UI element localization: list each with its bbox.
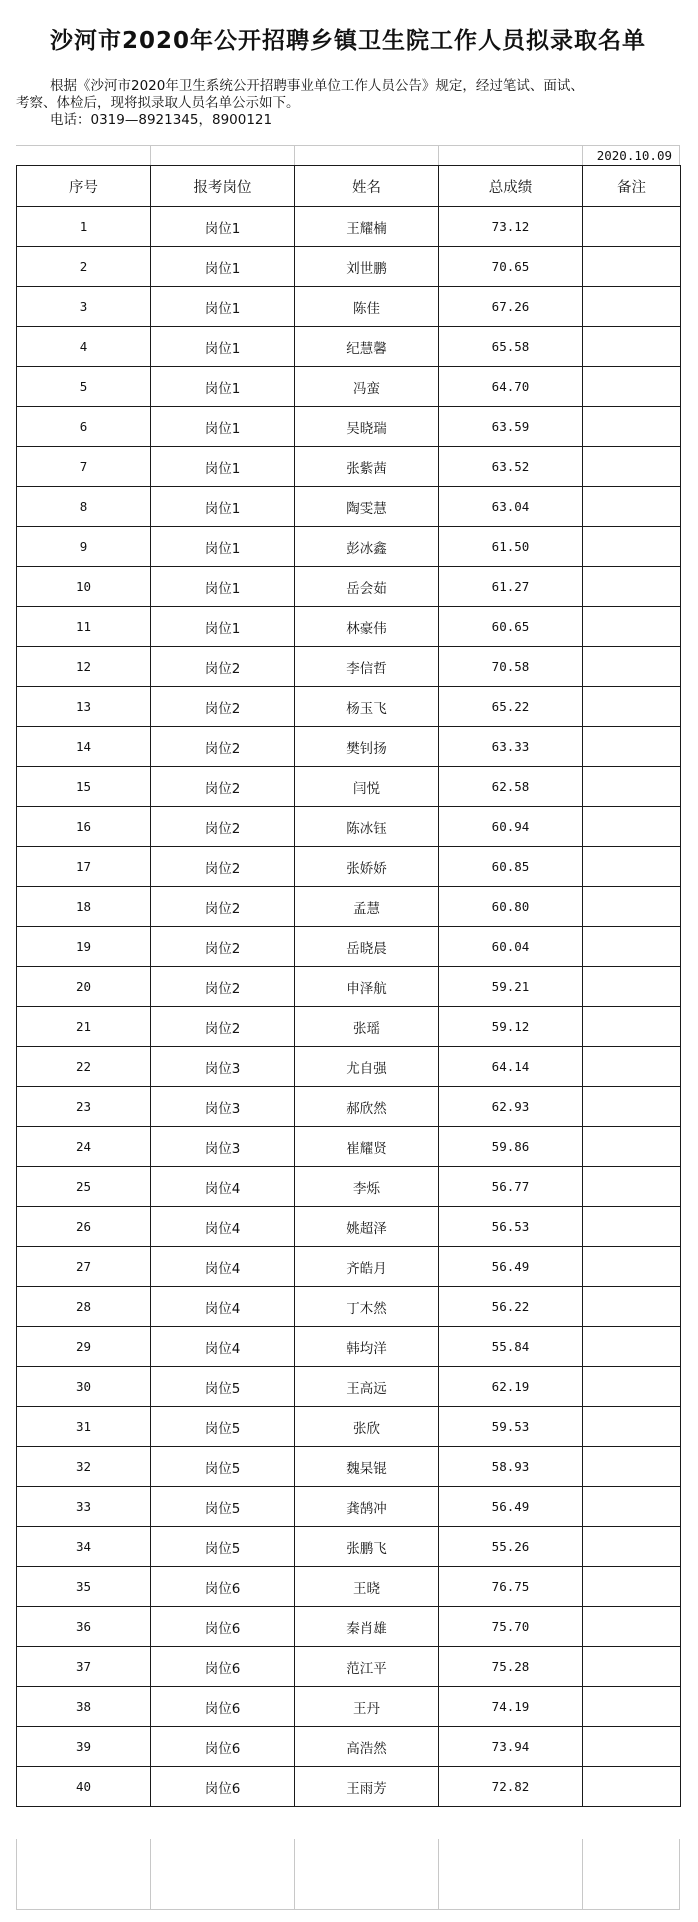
cell-score: 65.22	[439, 687, 583, 727]
cell-name: 闫悦	[295, 767, 439, 807]
cell-score: 59.86	[439, 1127, 583, 1167]
cell-name: 韩均洋	[295, 1327, 439, 1367]
cell-name: 刘世鹏	[295, 247, 439, 287]
table-row	[17, 1207, 681, 1247]
table-row	[17, 687, 681, 727]
cell-remark	[583, 887, 681, 927]
table-row	[17, 727, 681, 767]
cell-score: 60.85	[439, 847, 583, 887]
table-row	[17, 1047, 681, 1087]
cell-score: 63.33	[439, 727, 583, 767]
cell-position: 岗位2	[151, 687, 295, 727]
cell-seq: 18	[17, 887, 151, 927]
gridline	[582, 1839, 583, 1909]
cell-remark	[583, 1287, 681, 1327]
cell-name: 龚鹄冲	[295, 1487, 439, 1527]
cell-remark	[583, 1447, 681, 1487]
table-row	[17, 1367, 681, 1407]
table-row	[17, 1247, 681, 1287]
cell-score: 60.80	[439, 887, 583, 927]
cell-seq: 21	[17, 1007, 151, 1047]
table-row	[17, 1167, 681, 1207]
cell-score: 65.58	[439, 327, 583, 367]
cell-remark	[583, 247, 681, 287]
cell-score: 64.14	[439, 1047, 583, 1087]
cell-name: 郝欣然	[295, 1087, 439, 1127]
cell-position: 岗位5	[151, 1407, 295, 1447]
cell-name: 丁木然	[295, 1287, 439, 1327]
cell-seq: 24	[17, 1127, 151, 1167]
cell-remark	[583, 607, 681, 647]
cell-name: 李烁	[295, 1167, 439, 1207]
cell-position: 岗位6	[151, 1607, 295, 1647]
table-row	[17, 1287, 681, 1327]
cell-score: 59.53	[439, 1407, 583, 1447]
gridline	[582, 146, 583, 166]
cell-seq: 34	[17, 1527, 151, 1567]
cell-name: 王雨芳	[295, 1767, 439, 1807]
cell-remark	[583, 767, 681, 807]
cell-position: 岗位6	[151, 1767, 295, 1807]
table-row	[17, 567, 681, 607]
cell-name: 范江平	[295, 1647, 439, 1687]
cell-remark	[583, 1087, 681, 1127]
cell-remark	[583, 967, 681, 1007]
cell-name: 李信哲	[295, 647, 439, 687]
gridline	[150, 146, 151, 166]
cell-name: 王丹	[295, 1687, 439, 1727]
header-position: 报考岗位	[151, 166, 295, 207]
cell-name: 孟慧	[295, 887, 439, 927]
cell-seq: 10	[17, 567, 151, 607]
cell-seq: 26	[17, 1207, 151, 1247]
publish-date: 2020.10.09	[596, 148, 672, 163]
cell-name: 王高远	[295, 1367, 439, 1407]
cell-remark	[583, 287, 681, 327]
table-row	[17, 647, 681, 687]
table-row	[17, 1607, 681, 1647]
date-row	[16, 145, 680, 166]
cell-score: 61.50	[439, 527, 583, 567]
cell-position: 岗位6	[151, 1727, 295, 1767]
cell-score: 63.59	[439, 407, 583, 447]
cell-position: 岗位2	[151, 887, 295, 927]
cell-seq: 13	[17, 687, 151, 727]
table-row	[17, 807, 681, 847]
table-row	[17, 1447, 681, 1487]
cell-seq: 1	[17, 207, 151, 247]
cell-position: 岗位1	[151, 527, 295, 567]
cell-name: 申泽航	[295, 967, 439, 1007]
cell-score: 70.65	[439, 247, 583, 287]
cell-seq: 6	[17, 407, 151, 447]
cell-remark	[583, 1207, 681, 1247]
cell-seq: 2	[17, 247, 151, 287]
header-remark: 备注	[583, 166, 681, 207]
cell-position: 岗位1	[151, 607, 295, 647]
cell-score: 75.28	[439, 1647, 583, 1687]
cell-remark	[583, 447, 681, 487]
table-row	[17, 327, 681, 367]
cell-name: 尤自强	[295, 1047, 439, 1087]
table-row	[17, 967, 681, 1007]
cell-name: 张欣	[295, 1407, 439, 1447]
cell-position: 岗位2	[151, 1007, 295, 1047]
cell-seq: 5	[17, 367, 151, 407]
cell-seq: 36	[17, 1607, 151, 1647]
table-row	[17, 1527, 681, 1567]
cell-remark	[583, 1127, 681, 1167]
cell-score: 72.82	[439, 1767, 583, 1807]
cell-score: 56.77	[439, 1167, 583, 1207]
cell-seq: 12	[17, 647, 151, 687]
cell-score: 58.93	[439, 1447, 583, 1487]
cell-score: 62.19	[439, 1367, 583, 1407]
cell-name: 陶雯慧	[295, 487, 439, 527]
cell-seq: 9	[17, 527, 151, 567]
cell-name: 张紫茜	[295, 447, 439, 487]
gridline	[679, 1839, 680, 1909]
table-row	[17, 1127, 681, 1167]
cell-remark	[583, 1567, 681, 1607]
cell-position: 岗位1	[151, 247, 295, 287]
cell-name: 陈佳	[295, 287, 439, 327]
cell-position: 岗位1	[151, 327, 295, 367]
cell-score: 60.94	[439, 807, 583, 847]
cell-position: 岗位6	[151, 1687, 295, 1727]
cell-score: 67.26	[439, 287, 583, 327]
cell-score: 55.84	[439, 1327, 583, 1367]
cell-position: 岗位3	[151, 1127, 295, 1167]
intro-text-line1: 根据《沙河市2020年卫生系统公开招聘事业单位工作人员公告》规定，经过笔试、面试、	[50, 78, 584, 94]
cell-name: 杨玉飞	[295, 687, 439, 727]
cell-score: 60.65	[439, 607, 583, 647]
cell-seq: 3	[17, 287, 151, 327]
cell-remark	[583, 407, 681, 447]
cell-remark	[583, 567, 681, 607]
table-header-row	[17, 166, 681, 207]
cell-name: 王耀楠	[295, 207, 439, 247]
cell-name: 崔耀贤	[295, 1127, 439, 1167]
cell-remark	[583, 1247, 681, 1287]
cell-score: 76.75	[439, 1567, 583, 1607]
table-row	[17, 367, 681, 407]
table-row	[17, 207, 681, 247]
cell-seq: 19	[17, 927, 151, 967]
cell-name: 姚超泽	[295, 1207, 439, 1247]
table-row	[17, 607, 681, 647]
table-row	[17, 287, 681, 327]
cell-remark	[583, 1327, 681, 1367]
cell-remark	[583, 1487, 681, 1527]
cell-position: 岗位4	[151, 1287, 295, 1327]
cell-seq: 7	[17, 447, 151, 487]
cell-position: 岗位6	[151, 1647, 295, 1687]
cell-seq: 32	[17, 1447, 151, 1487]
cell-seq: 23	[17, 1087, 151, 1127]
cell-remark	[583, 807, 681, 847]
cell-position: 岗位2	[151, 847, 295, 887]
phone-line: 电话：0319—8921345，8900121	[50, 112, 273, 128]
cell-name: 高浩然	[295, 1727, 439, 1767]
cell-seq: 35	[17, 1567, 151, 1607]
cell-remark	[583, 1407, 681, 1447]
cell-seq: 17	[17, 847, 151, 887]
cell-remark	[583, 687, 681, 727]
cell-position: 岗位1	[151, 567, 295, 607]
cell-position: 岗位2	[151, 767, 295, 807]
cell-position: 岗位5	[151, 1367, 295, 1407]
table-row	[17, 1327, 681, 1367]
cell-name: 纪慧馨	[295, 327, 439, 367]
cell-position: 岗位1	[151, 407, 295, 447]
cell-remark	[583, 487, 681, 527]
cell-remark	[583, 647, 681, 687]
cell-position: 岗位6	[151, 1567, 295, 1607]
table-row	[17, 1487, 681, 1527]
cell-seq: 20	[17, 967, 151, 1007]
cell-remark	[583, 1367, 681, 1407]
admission-table	[16, 165, 681, 1807]
table-row	[17, 407, 681, 447]
cell-name: 樊钊扬	[295, 727, 439, 767]
cell-score: 60.04	[439, 927, 583, 967]
cell-remark	[583, 927, 681, 967]
cell-name: 冯蛮	[295, 367, 439, 407]
gridline	[679, 146, 680, 166]
cell-position: 岗位2	[151, 647, 295, 687]
cell-position: 岗位2	[151, 967, 295, 1007]
cell-score: 56.49	[439, 1487, 583, 1527]
table-row	[17, 247, 681, 287]
cell-seq: 22	[17, 1047, 151, 1087]
cell-name: 岳会茹	[295, 567, 439, 607]
header-score: 总成绩	[439, 166, 583, 207]
table-row	[17, 487, 681, 527]
cell-name: 林豪伟	[295, 607, 439, 647]
table-row	[17, 1727, 681, 1767]
page-title: 沙河市2020年公开招聘乡镇卫生院工作人员拟录取名单	[49, 28, 646, 54]
cell-name: 张娇娇	[295, 847, 439, 887]
cell-name: 魏杲锟	[295, 1447, 439, 1487]
cell-position: 岗位2	[151, 927, 295, 967]
cell-seq: 27	[17, 1247, 151, 1287]
table-row	[17, 447, 681, 487]
cell-score: 61.27	[439, 567, 583, 607]
table-row	[17, 887, 681, 927]
cell-remark	[583, 1687, 681, 1727]
cell-score: 74.19	[439, 1687, 583, 1727]
cell-name: 张瑶	[295, 1007, 439, 1047]
cell-remark	[583, 1727, 681, 1767]
cell-remark	[583, 1607, 681, 1647]
cell-remark	[583, 1527, 681, 1567]
cell-position: 岗位4	[151, 1207, 295, 1247]
cell-position: 岗位3	[151, 1087, 295, 1127]
cell-position: 岗位5	[151, 1527, 295, 1567]
cell-name: 秦肖雄	[295, 1607, 439, 1647]
cell-seq: 11	[17, 607, 151, 647]
cell-seq: 31	[17, 1407, 151, 1447]
cell-remark	[583, 1007, 681, 1047]
empty-trailing-rows	[16, 1839, 680, 1910]
header-seq: 序号	[17, 166, 151, 207]
cell-remark	[583, 1047, 681, 1087]
table-row	[17, 1407, 681, 1447]
cell-seq: 30	[17, 1367, 151, 1407]
cell-name: 吴晓瑞	[295, 407, 439, 447]
cell-position: 岗位2	[151, 727, 295, 767]
cell-score: 64.70	[439, 367, 583, 407]
cell-seq: 39	[17, 1727, 151, 1767]
gridline	[438, 146, 439, 166]
cell-seq: 8	[17, 487, 151, 527]
cell-position: 岗位1	[151, 207, 295, 247]
cell-remark	[583, 327, 681, 367]
cell-seq: 33	[17, 1487, 151, 1527]
cell-name: 王晓	[295, 1567, 439, 1607]
cell-score: 73.94	[439, 1727, 583, 1767]
cell-position: 岗位1	[151, 287, 295, 327]
cell-remark	[583, 1167, 681, 1207]
cell-name: 张鹏飞	[295, 1527, 439, 1567]
cell-name: 彭冰鑫	[295, 527, 439, 567]
cell-score: 59.12	[439, 1007, 583, 1047]
cell-score: 56.53	[439, 1207, 583, 1247]
cell-seq: 37	[17, 1647, 151, 1687]
cell-position: 岗位4	[151, 1247, 295, 1287]
intro-text-line2: 考察、体检后，现将拟录取人员名单公示如下。	[16, 95, 300, 111]
cell-remark	[583, 727, 681, 767]
gridline	[294, 1839, 295, 1909]
cell-remark	[583, 1767, 681, 1807]
table-row	[17, 1567, 681, 1607]
cell-position: 岗位1	[151, 487, 295, 527]
cell-seq: 28	[17, 1287, 151, 1327]
cell-position: 岗位3	[151, 1047, 295, 1087]
cell-position: 岗位1	[151, 447, 295, 487]
cell-seq: 40	[17, 1767, 151, 1807]
cell-score: 56.22	[439, 1287, 583, 1327]
intro-paragraph	[16, 78, 680, 129]
table-row	[17, 767, 681, 807]
cell-remark	[583, 1647, 681, 1687]
cell-seq: 25	[17, 1167, 151, 1207]
table-row	[17, 1647, 681, 1687]
cell-name: 齐皓月	[295, 1247, 439, 1287]
cell-score: 73.12	[439, 207, 583, 247]
cell-position: 岗位2	[151, 807, 295, 847]
cell-position: 岗位5	[151, 1487, 295, 1527]
cell-position: 岗位4	[151, 1327, 295, 1367]
cell-remark	[583, 367, 681, 407]
cell-remark	[583, 207, 681, 247]
cell-score: 62.58	[439, 767, 583, 807]
table-row	[17, 1767, 681, 1807]
cell-position: 岗位5	[151, 1447, 295, 1487]
cell-seq: 4	[17, 327, 151, 367]
table-row	[17, 1087, 681, 1127]
cell-position: 岗位1	[151, 367, 295, 407]
cell-seq: 15	[17, 767, 151, 807]
cell-score: 70.58	[439, 647, 583, 687]
table-row	[17, 527, 681, 567]
cell-seq: 38	[17, 1687, 151, 1727]
table-row	[17, 1687, 681, 1727]
cell-score: 63.52	[439, 447, 583, 487]
gridline	[150, 1839, 151, 1909]
cell-score: 55.26	[439, 1527, 583, 1567]
cell-score: 63.04	[439, 487, 583, 527]
cell-seq: 29	[17, 1327, 151, 1367]
header-name: 姓名	[295, 166, 439, 207]
table-row	[17, 847, 681, 887]
gridline	[294, 146, 295, 166]
spreadsheet-page	[16, 0, 680, 1922]
table-row	[17, 927, 681, 967]
cell-seq: 14	[17, 727, 151, 767]
table-body	[17, 207, 681, 1807]
cell-position: 岗位4	[151, 1167, 295, 1207]
cell-score: 62.93	[439, 1087, 583, 1127]
cell-name: 岳晓晨	[295, 927, 439, 967]
gridline	[16, 1839, 17, 1909]
cell-seq: 16	[17, 807, 151, 847]
cell-score: 59.21	[439, 967, 583, 1007]
gridline	[438, 1839, 439, 1909]
cell-remark	[583, 527, 681, 567]
cell-score: 75.70	[439, 1607, 583, 1647]
cell-remark	[583, 847, 681, 887]
cell-score: 56.49	[439, 1247, 583, 1287]
cell-name: 陈冰钰	[295, 807, 439, 847]
table-row	[17, 1007, 681, 1047]
